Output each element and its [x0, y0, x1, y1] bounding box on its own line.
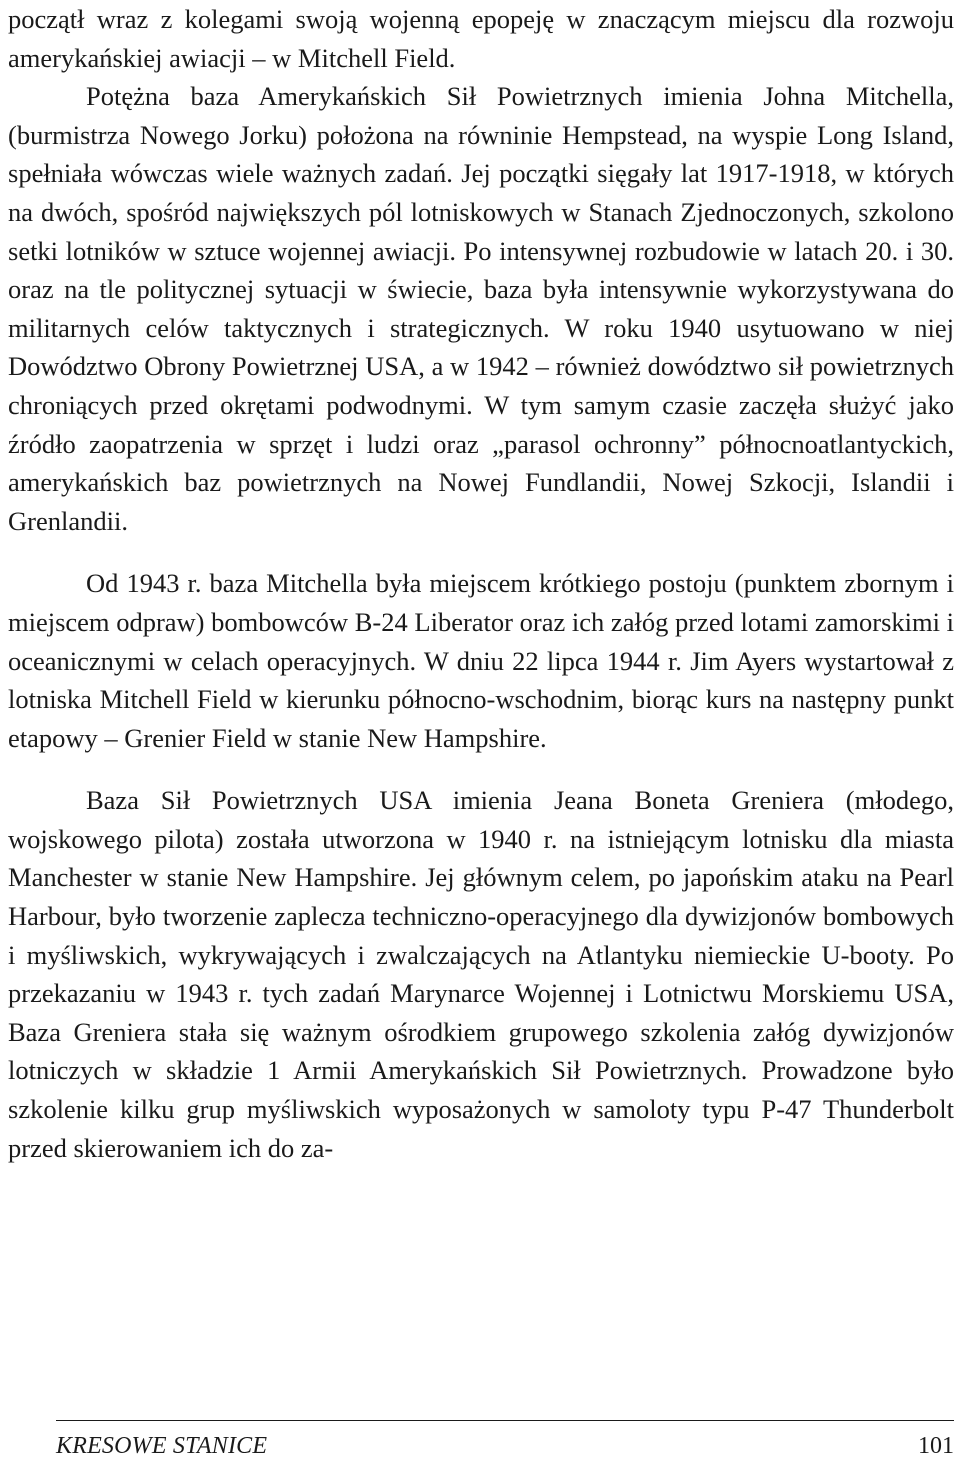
page-body	[8, 0, 954, 1167]
page-number: 101	[918, 1433, 954, 1459]
page-footer	[56, 1420, 954, 1463]
paragraph-ayers-departure: Od 1943 r. baza Mitchella była miejscem krótkiego postoju (punktem zbornym i miejscem odpraw) bombowców B-24 Liberator oraz ich załóg przed lotami zamorskimi i oceanicznymi w celach operacyjnych. W dniu 22 lipca 1944 r. Jim Ayers wystartował z lotniska Mitchell Field w kierunku północno-wschodnim, biorąc kurs na następny punkt etapowy – Grenier Field w stanie New Hampshire.	[8, 568, 954, 753]
paragraph-continuation: początł wraz z kolegami swoją wojenną epopeję w znaczącym miejscu dla rozwoju amerykańskiej awiacji – w Mitchell Field.	[8, 4, 954, 73]
running-title: KRESOWE STANICE	[56, 1433, 268, 1459]
paragraph-mitchell-field: Potężna baza Amerykańskich Sił Powietrznych imienia Johna Mitchella, (burmistrza Nowego Jorku) położona na równinie Hempstead, na wyspie Long Island, spełniała wówczas wiele ważnych zadań. Jej początki sięgały lat 1917-1918, w których na dwóch, spośród największych pól lotniskowych w Stanach Zjednoczonych, szkolono setki lotników w sztuce wojennej awiacji. Po intensywnej rozbudowie w latach 20. i 30. oraz na tle politycznej sytuacji w świecie, baza była intensywnie wykorzystywana do militarnych celów taktycznych i strategicznych. W roku 1940 usytuowano w niej Dowództwo Obrony Powietrznej USA, a w 1942 – również dowództwo sił powietrznych chroniących przed okrętami podwodnymi. W tym samym czasie zaczęła służyć jako źródło zaopatrzenia w sprzęt i ludzi oraz „parasol ochronny” północnoatlantyckich, amerykańskich baz powietrznych na Nowej Fundlandii, Nowej Szkocji, Islandii i Grenlandii.	[8, 81, 954, 536]
paragraph-grenier-field: Baza Sił Powietrznych USA imienia Jeana Boneta Greniera (młodego, wojskowego pilota) została utworzona w 1940 r. na istniejącym lotnisku dla miasta Manchester w stanie New Hampshire. Jej głównym celem, po japońskim ataku na Pearl Harbour, było tworzenie zaplecza techniczno-operacyjnego dla dywizjonów bombowych i myśliwskich, wykrywających i zwalczających na Atlantyku niemieckie U-booty. Po przekazaniu w 1943 r. tych zadań Marynarce Wojennej i Lotnictwu Morskiemu USA, Baza Greniera stała się ważnym ośrodkiem grupowego szkolenia załóg dywizjonów lotniczych w składzie 1 Armii Amerykańskich Sił Powietrznych. Prowadzone było szkolenie kilku grup myśliwskich wyposażonych w samoloty typu P-47 Thunderbolt przed skierowaniem ich do za-	[8, 785, 954, 1163]
